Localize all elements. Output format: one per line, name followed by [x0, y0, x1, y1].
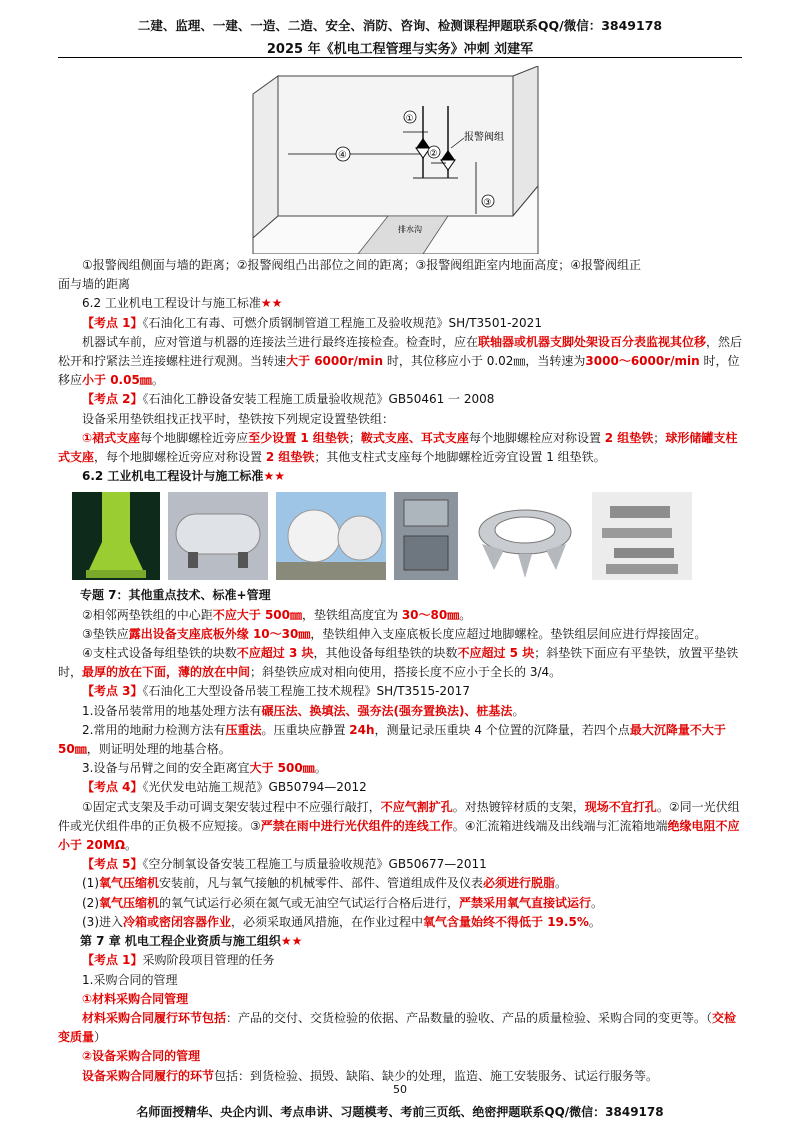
procurement-contract-heading: 1.采购合同的管理	[82, 972, 178, 987]
kaodian-4-body: ①固定式支架及手动可调支架安装过程中不应强行敲打，不应气割扩孔。对热镀锌材质的支架，现场不宜打孔。②同一光伏组件或光伏组件串的正负极不应短接。③严禁在雨中进行光伏组件的连线工作。④汇流箱进线端及出线端与汇流箱地端绝缘电阻不应小于 20MΩ。	[58, 799, 740, 853]
dim-label-1: ①	[405, 114, 414, 124]
alarm-valve-diagram	[248, 66, 548, 254]
topic-7-title: 专题 7：其他重点技术、标准+管理	[80, 588, 271, 603]
kaodian-2-body: ①裙式支座每个地脚螺栓近旁应至少设置 1 组垫铁；鞍式支座、耳式支座每个地脚螺栓应对称设置 2 组垫铁；球形储罐支柱式支座，每个地脚螺栓近旁应对称设置 2 组垫铁；其他支柱式支座每个地脚螺栓近旁宜设置 1 组垫铁。	[58, 430, 738, 465]
dim-label-2: ②	[429, 149, 438, 159]
topic-7-item-2: ②相邻两垫铁组的中心距不应大于 500㎜，垫铁组高度宜为 30～80㎜。	[82, 607, 472, 622]
kaodian-4-heading: 【考点 4】《光伏发电站施工规范》GB50794—2012	[82, 780, 367, 795]
chapter-7-title: 第 7 章 机电工程企业资质与施工组织★★	[80, 934, 303, 949]
chapter-7-kaodian-1: 【考点 1】采购阶段项目管理的任务	[82, 953, 275, 968]
header-rule	[58, 57, 742, 58]
kaodian-5-heading: 【考点 5】《空分制氧设备安装工程施工与质量验收规范》GB50677—2011	[82, 857, 487, 872]
kaodian-5-item-1: (1)氧气压缩机安装前，凡与氧气接触的机械零件、部件、管道组成件及仪表必须进行脱脂。	[82, 876, 568, 891]
page-footer: 名师面授精华、央企内训、考点串讲、习题模考、考前三页纸、绝密押题联系QQ/微信：3849178	[136, 1105, 664, 1119]
kaodian-1-body: 机器试车前，应对管道与机器的连接法兰进行最终连接检查。检查时，应在联轴器或机器支脚处架设百分表监视其位移，然后松开和拧紧法兰连接螺柱进行观测。当转速大于 6000r/min 时，其位移应小于 0.02㎜，当转速为3000～6000r/min 时，位移应小于 0.05㎜。	[58, 334, 743, 388]
kaodian-1-heading: 【考点 1】《石油化工有毒、可燃介质钢制管道工程施工及验收规范》SH/T3501-2021	[82, 315, 542, 330]
kaodian-2-intro: 设备采用垫铁组找正找平时，垫铁按下列规定设置垫铁组：	[82, 411, 395, 426]
support-ring-photo	[466, 492, 584, 580]
diagram-caption: ①报警阀组侧面与墙的距离；②报警阀组凸出部位之间的距离；③报警阀组距室内地面高度；④报警阀组正	[82, 258, 642, 272]
kaodian-3-item-2: 2.常用的地耐力检测方法有压重法。压重块应静置 24h，测量记录压重块 4 个位置的沉降量，若四个点最大沉降量不大于 50㎜，则证明处理的地基合格。	[58, 722, 726, 757]
alarm-valve-label: 报警阀组	[464, 132, 504, 143]
kaodian-3-heading: 【考点 3】《石油化工大型设备吊装工程施工技术规程》SH/T3515-2017	[82, 684, 470, 699]
page-content	[58, 256, 744, 1086]
dim-label-3: ③	[483, 198, 492, 208]
kaodian-2-heading: 【考点 2】《石油化工静设备安装工程施工质量验收规范》GB50461 一 2008	[82, 392, 495, 407]
topic-7-item-3: ③垫铁应露出设备支座底板外缘 10～30㎜，垫铁组伸入支座底板长度应超过地脚螺栓。垫铁组层间应进行焊接固定。	[82, 626, 707, 641]
page-header-contact: 二建、监理、一建、一造、二造、安全、消防、咨询、检测课程押题联系QQ/微信：3849178	[137, 18, 663, 33]
spherical-tank-photo	[276, 492, 386, 580]
shim-stack-photo	[592, 492, 692, 580]
equipment-contract-body: 设备采购合同履行的环节包括：到货检验、损毁、缺陷、缺少的处理，监造、施工安装服务、试运行服务等。	[82, 1068, 659, 1083]
skirt-support-vessel-photo	[72, 492, 160, 580]
section-heading-6-2: 6.2 工业机电工程设计与施工标准★★	[82, 296, 283, 311]
shim-plate-photo	[394, 492, 458, 580]
equipment-photo-strip	[72, 492, 744, 582]
kaodian-3-item-3: 3.设备与吊臂之间的安全距离宜大于 500㎜。	[82, 761, 327, 776]
kaodian-5-item-2: (2)氧气压缩机的氧气试运行必须在氮气或无油空气试运行合格后进行，严禁采用氧气直接试运行。	[82, 895, 604, 910]
material-contract-heading: ①材料采购合同管理	[82, 991, 189, 1006]
kaodian-5-item-3: (3)进入冷箱或密闭容器作业，必须采取通风措施，在作业过程中氧气含量始终不得低于 19.5%。	[82, 914, 601, 929]
topic-7-item-4: ④支柱式设备每组垫铁的块数不应超过 3 块，其他设备每组垫铁的块数不应超过 5 块；斜垫铁下面应有平垫铁，放置平垫铁时，最厚的放在下面，薄的放在中间；斜垫铁应成对相向使用，搭接长度不应小于全长的 3/4。	[58, 646, 739, 680]
diagram-caption-cont: 面与墙的距离	[58, 277, 131, 292]
section-heading-6-2-repeat: 6.2 工业机电工程设计与施工标准★★	[82, 469, 285, 484]
page-number: 50	[393, 1083, 407, 1096]
dim-label-4: ④	[338, 150, 347, 161]
material-contract-body: 材料采购合同履行环节包括：产品的交付、交货检验的依据、产品数量的验收、产品的质量检验、采购合同的变更等。（交检变质量）	[58, 1010, 737, 1045]
kaodian-3-item-1: 1.设备吊装常用的地基处理方法有碾压法、换填法、强夯法(强夯置换法)、桩基法。	[82, 703, 525, 718]
page-header-title: 2025 年《机电工程管理与实务》冲刺 刘建军	[266, 42, 534, 57]
drain-label: 排水沟	[398, 225, 422, 234]
saddle-support-tank-photo	[168, 492, 268, 580]
equipment-contract-heading: ②设备采购合同的管理	[82, 1049, 201, 1064]
